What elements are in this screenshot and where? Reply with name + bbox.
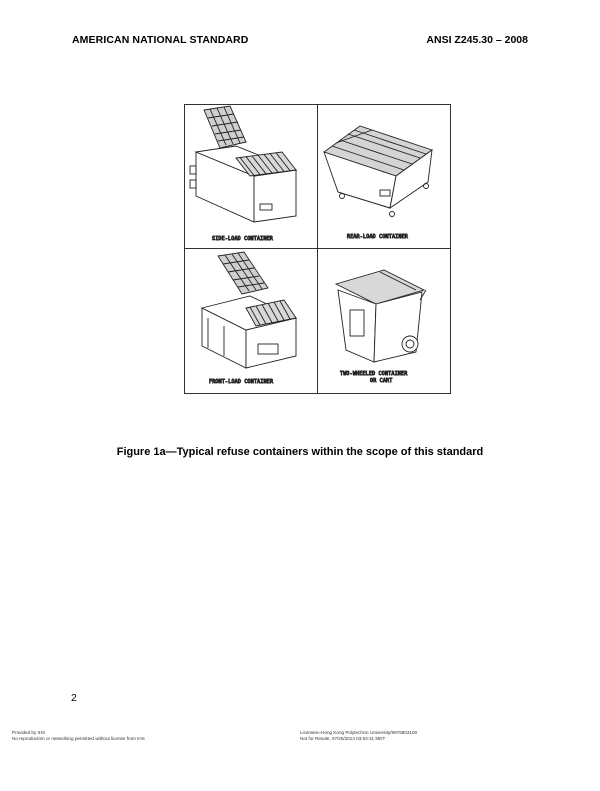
figure-caption: Figure 1a—Typical refuse containers within the scope of this standard [116,446,484,458]
document-header-standard-number: ANSI Z245.30 – 2008 [426,34,528,46]
footer-licensee-line: Licensee=Hong Kong Polytechnic University/9976803100 [300,730,418,735]
side-load-container-illustration [190,106,296,242]
two-wheeled-cart-illustration [336,270,426,384]
footer-license-notice-line: No reproduction or networking permitted without license from IHS [12,736,145,741]
rear-load-label: REAR-LOAD CONTAINER [347,234,408,240]
footer-provider-block [12,730,145,742]
front-load-label: FRONT-LOAD CONTAINER [209,379,274,385]
two-wheeled-label-line1: TWO-WHEELED CONTAINER [340,371,408,377]
rear-load-container-illustration [324,126,432,240]
two-wheeled-label-line2: OR CART [370,378,393,384]
figure-container-illustrations [184,104,451,394]
footer-resale-line: Not for Resale, 07/25/2014 03:53:31 MDT [300,736,386,741]
footer-provider-line: Provided by IHS [12,730,46,735]
front-load-container-illustration [202,252,296,385]
page-number: 2 [71,692,77,704]
footer-licensee-block [300,730,417,742]
side-load-label: SIDE-LOAD CONTAINER [212,236,273,242]
document-header-title: AMERICAN NATIONAL STANDARD [72,34,249,46]
